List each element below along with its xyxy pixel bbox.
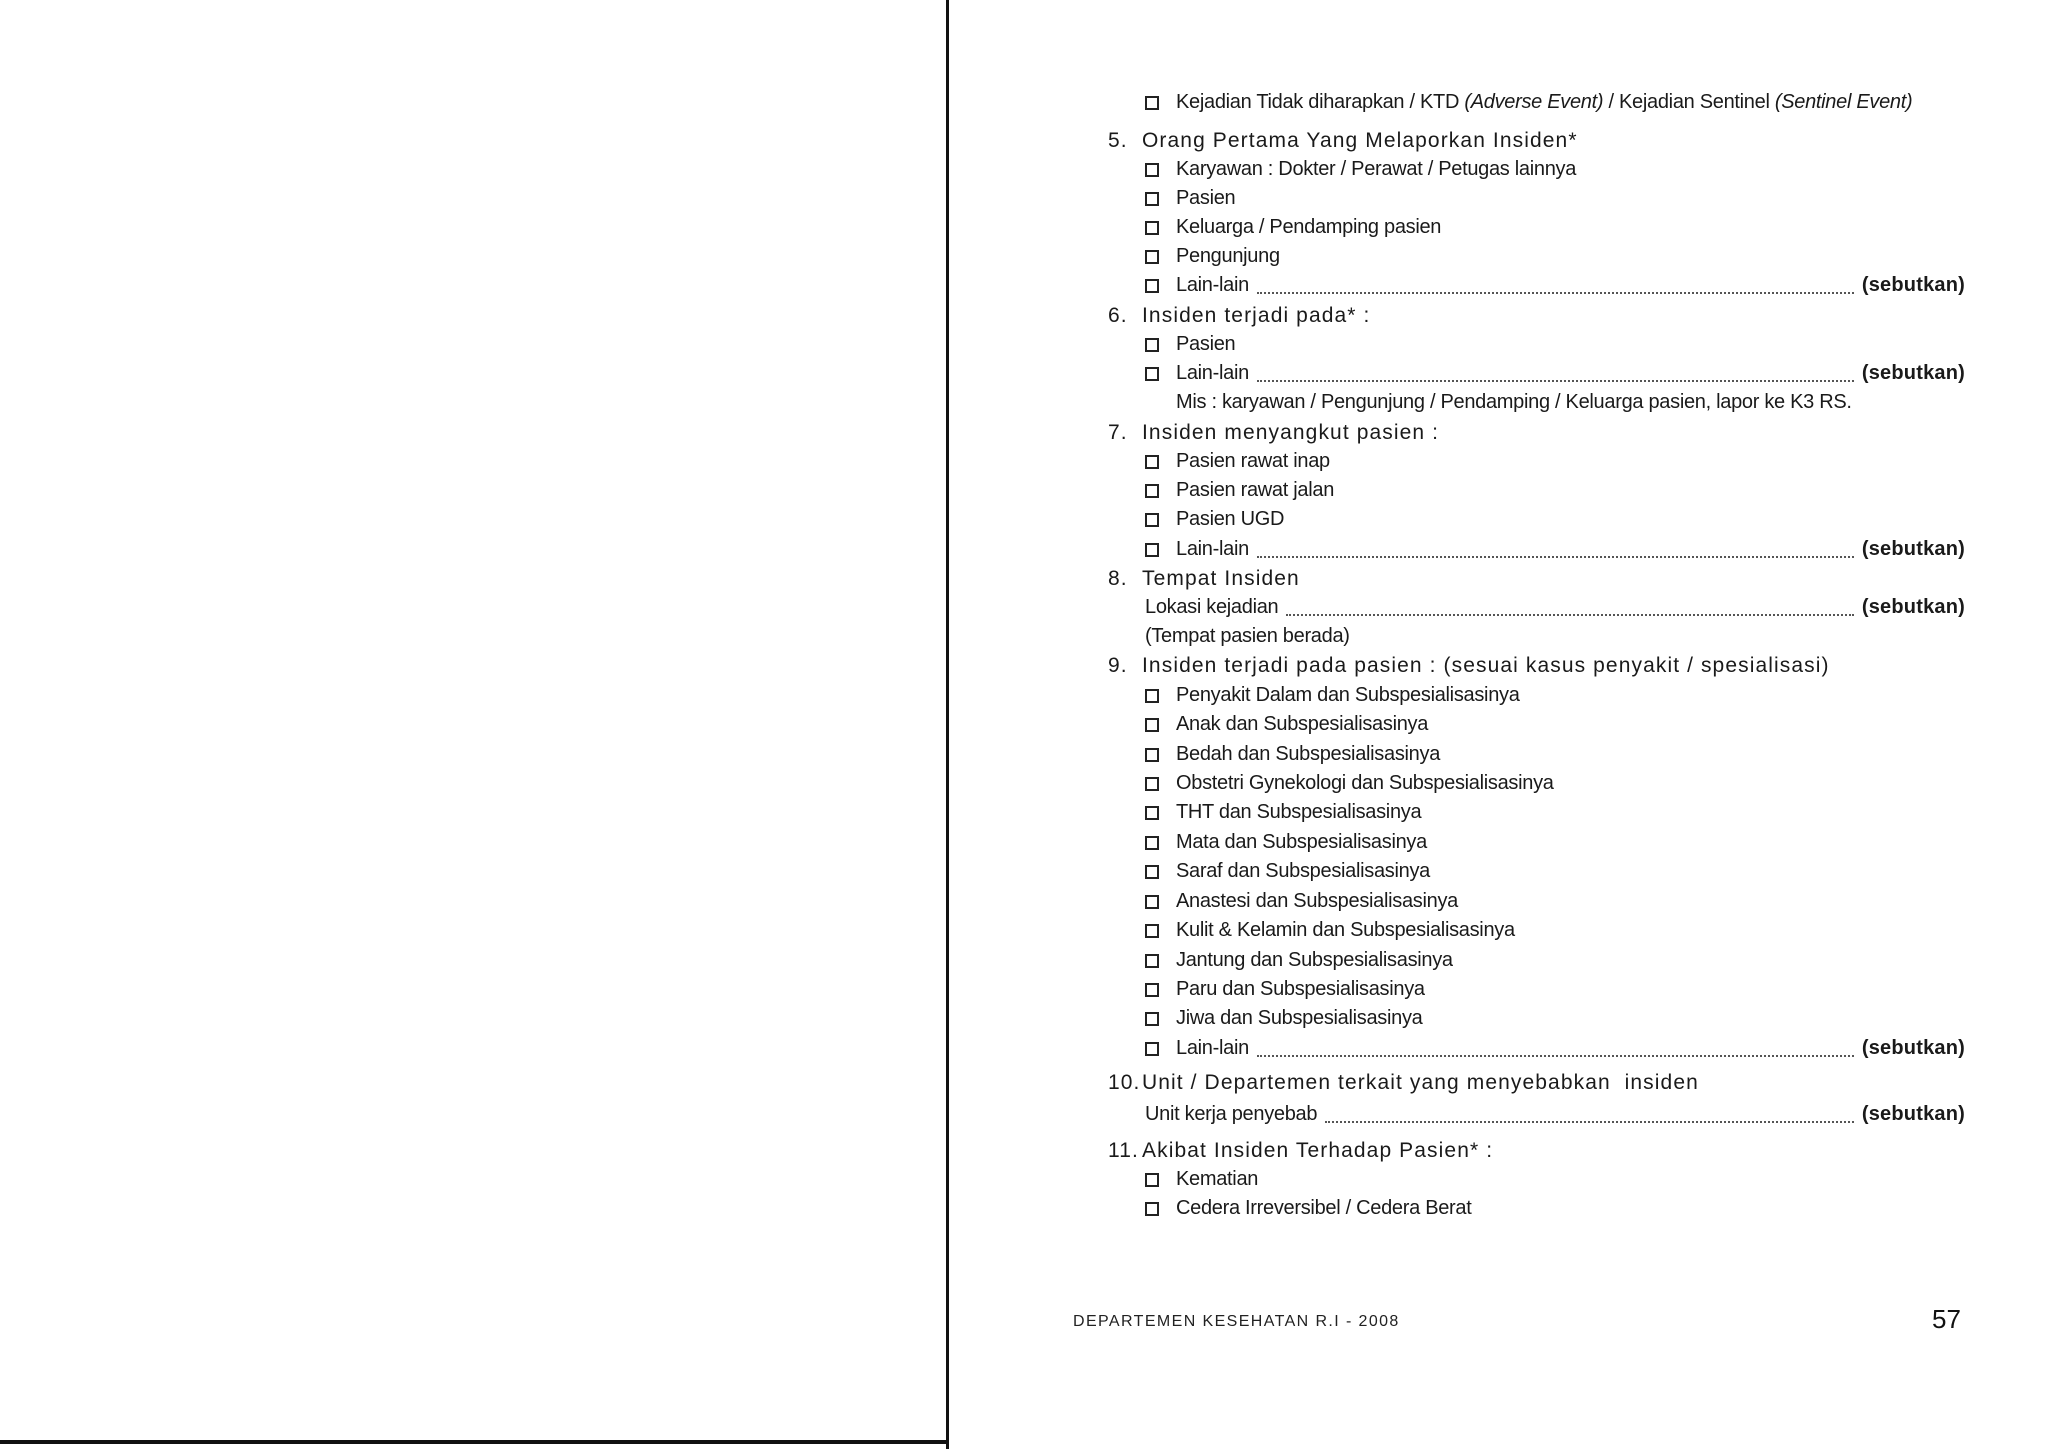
section-11-heading: 11. Akibat Insiden Terhadap Pasien* : xyxy=(1108,1138,1494,1162)
checkbox[interactable] xyxy=(1145,513,1159,527)
option-rawat-inap[interactable]: Pasien rawat inap xyxy=(1145,447,1965,476)
option-cedera-berat[interactable]: Cedera Irreversibel / Cedera Berat xyxy=(1145,1194,1965,1223)
option-pasien[interactable]: Pasien xyxy=(1145,330,1965,359)
checkbox[interactable] xyxy=(1145,221,1159,235)
section-8-note: (Tempat pasien berada) xyxy=(1145,625,1350,647)
option-karyawan[interactable]: Karyawan : Dokter / Perawat / Petugas lainnya xyxy=(1145,155,1965,184)
option-jiwa[interactable]: Jiwa dan Subspesialisasinya xyxy=(1145,1004,1965,1033)
checkbox[interactable] xyxy=(1145,865,1159,879)
option-pasien[interactable]: Pasien xyxy=(1145,184,1965,213)
option-label: Kejadian Tidak diharapkan / KTD (Adverse Event) / Kejadian Sentinel (Sentinel Event) xyxy=(1176,91,1913,113)
checkbox[interactable] xyxy=(1145,836,1159,850)
section-8-heading: 8. Tempat Insiden xyxy=(1108,566,1300,590)
checkbox[interactable] xyxy=(1145,895,1159,909)
checkbox[interactable] xyxy=(1145,806,1159,820)
fill-in-line[interactable] xyxy=(1257,1054,1854,1057)
option-saraf[interactable]: Saraf dan Subspesialisasinya xyxy=(1145,857,1965,886)
checkbox[interactable] xyxy=(1145,338,1159,352)
option-penyakit-dalam[interactable]: Penyakit Dalam dan Subspesialisasinya xyxy=(1145,681,1965,710)
checkbox[interactable] xyxy=(1145,777,1159,791)
option-lain-lain[interactable]: Lain-lain (sebutkan) xyxy=(1145,1034,1965,1063)
checkbox[interactable] xyxy=(1145,748,1159,762)
checkbox[interactable] xyxy=(1145,1042,1159,1056)
fill-in-line[interactable] xyxy=(1257,291,1854,294)
section-6-heading: 6. Insiden terjadi pada* : xyxy=(1108,303,1371,327)
checkbox[interactable] xyxy=(1145,192,1159,206)
option-lain-lain[interactable]: Lain-lain (sebutkan) xyxy=(1145,535,1965,564)
checkbox[interactable] xyxy=(1145,983,1159,997)
option-pengunjung[interactable]: Pengunjung xyxy=(1145,242,1965,271)
checkbox[interactable] xyxy=(1145,1012,1159,1026)
section-9-heading: 9. Insiden terjadi pada pasien : (sesuai kasus penyakit / spesialisasi) xyxy=(1108,653,1830,677)
checkbox[interactable] xyxy=(1145,689,1159,703)
option-rawat-jalan[interactable]: Pasien rawat jalan xyxy=(1145,476,1965,505)
checkbox[interactable] xyxy=(1145,455,1159,469)
option-keluarga[interactable]: Keluarga / Pendamping pasien xyxy=(1145,213,1965,242)
option-tht[interactable]: THT dan Subspesialisasinya xyxy=(1145,798,1965,827)
checkbox[interactable] xyxy=(1145,543,1159,557)
option-kulit-kelamin[interactable]: Kulit & Kelamin dan Subspesialisasinya xyxy=(1145,916,1965,945)
fill-in-line[interactable] xyxy=(1257,555,1854,558)
fill-in-line[interactable] xyxy=(1325,1120,1854,1123)
option-kematian[interactable]: Kematian xyxy=(1145,1165,1965,1194)
section-6-note: Mis : karyawan / Pengunjung / Pendamping / Keluarga pasien, lapor ke K3 RS. xyxy=(1176,391,1852,413)
option-obstetri[interactable]: Obstetri Gynekologi dan Subspesialisasinya xyxy=(1145,769,1965,798)
lokasi-kejadian-field[interactable]: Lokasi kejadian (sebutkan) xyxy=(1145,596,1965,618)
checkbox[interactable] xyxy=(1145,718,1159,732)
option-lain-lain[interactable]: Lain-lain (sebutkan) xyxy=(1145,271,1965,300)
option-bedah[interactable]: Bedah dan Subspesialisasinya xyxy=(1145,740,1965,769)
checkbox[interactable] xyxy=(1145,954,1159,968)
option-jantung[interactable]: Jantung dan Subspesialisasinya xyxy=(1145,946,1965,975)
section-5-heading: 5. Orang Pertama Yang Melaporkan Insiden* xyxy=(1108,128,1578,152)
checkbox[interactable] xyxy=(1145,924,1159,938)
checkbox[interactable] xyxy=(1145,367,1159,381)
checkbox[interactable] xyxy=(1145,96,1159,110)
checkbox[interactable] xyxy=(1145,250,1159,264)
page-number: 57 xyxy=(1932,1304,1961,1334)
checkbox[interactable] xyxy=(1145,484,1159,498)
option-anak[interactable]: Anak dan Subspesialisasinya xyxy=(1145,710,1965,739)
option-ugd[interactable]: Pasien UGD xyxy=(1145,505,1965,534)
checkbox[interactable] xyxy=(1145,1202,1159,1216)
checkbox[interactable] xyxy=(1145,163,1159,177)
option-anastesi[interactable]: Anastesi dan Subspesialisasinya xyxy=(1145,887,1965,916)
unit-kerja-field[interactable]: Unit kerja penyebab (sebutkan) xyxy=(1145,1103,1965,1125)
section-7-heading: 7. Insiden menyangkut pasien : xyxy=(1108,420,1440,444)
option-mata[interactable]: Mata dan Subspesialisasinya xyxy=(1145,828,1965,857)
option-paru[interactable]: Paru dan Subspesialisasinya xyxy=(1145,975,1965,1004)
option-ktd[interactable] xyxy=(1145,88,1965,117)
checkbox[interactable] xyxy=(1145,279,1159,293)
footer-publisher: DEPARTEMEN KESEHATAN R.I - 2008 xyxy=(1073,1313,1400,1330)
checkbox[interactable] xyxy=(1145,1173,1159,1187)
fill-in-line[interactable] xyxy=(1286,613,1854,616)
fill-in-line[interactable] xyxy=(1257,379,1854,382)
section-10-heading: 10. Unit / Departemen terkait yang menyebabkan insiden xyxy=(1108,1070,1699,1094)
option-lain-lain[interactable]: Lain-lain (sebutkan) xyxy=(1145,359,1965,388)
